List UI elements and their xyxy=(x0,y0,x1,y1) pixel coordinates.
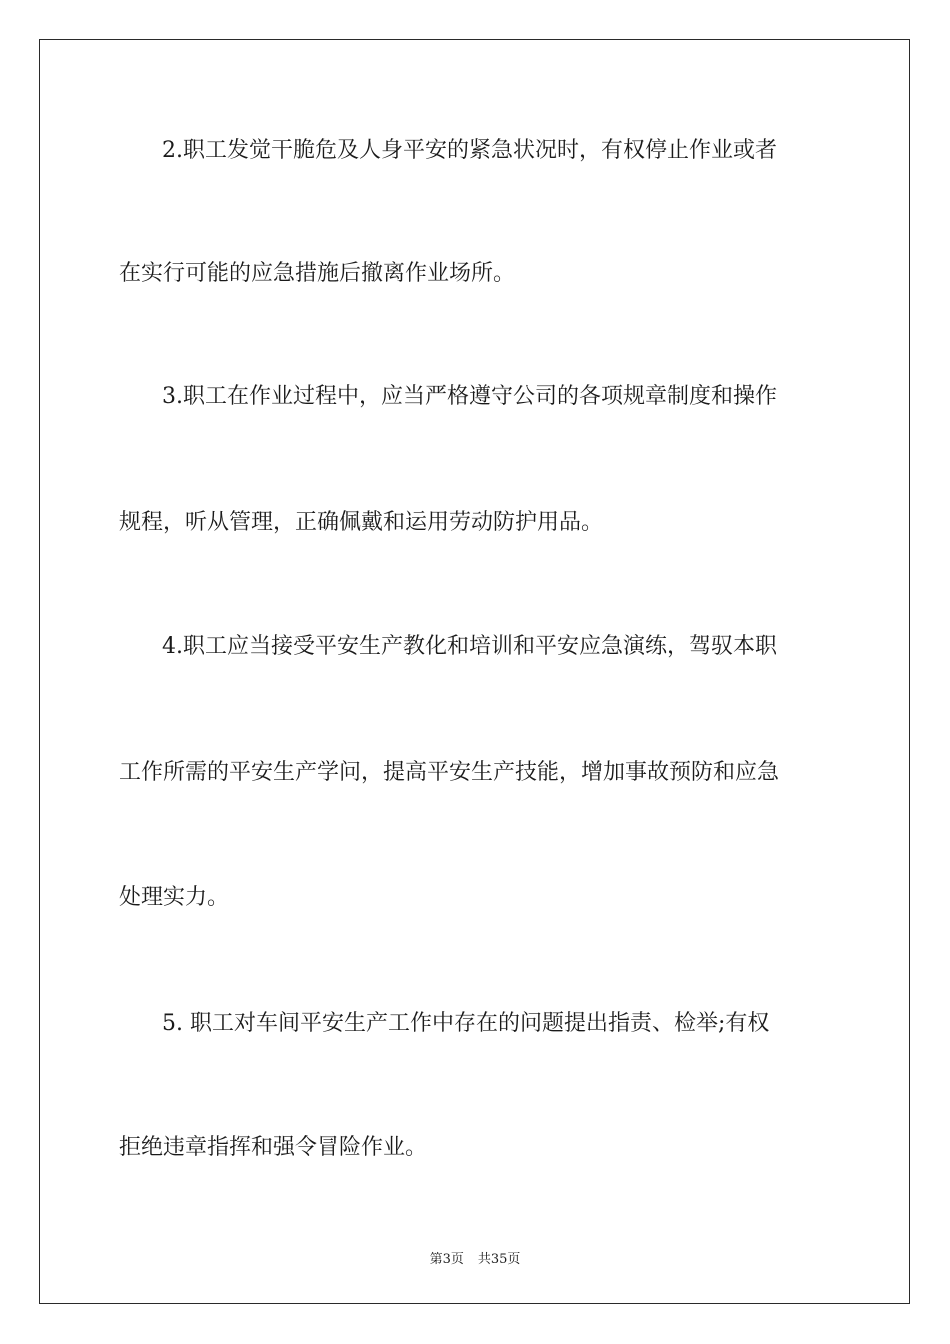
paragraph-3-line-1: 3.职工在作业过程中，应当严格遵守公司的各项规章制度和操作 xyxy=(162,384,777,409)
paragraph-3-line-2: 规程，听从管理，正确佩戴和运用劳动防护用品。 xyxy=(119,510,604,535)
paragraph-2-line-1: 2.职工发觉干脆危及人身平安的紧急状况时，有权停止作业或者 xyxy=(162,138,777,163)
page-number: 第3页 xyxy=(429,1252,464,1267)
page-footer xyxy=(0,1248,950,1267)
page-border xyxy=(39,39,910,1304)
paragraph-4-line-1: 4.职工应当接受平安生产教化和培训和平安应急演练，驾驭本职 xyxy=(162,634,777,659)
paragraph-4-line-3: 处理实力。 xyxy=(119,885,230,910)
paragraph-4-line-2: 工作所需的平安生产学问，提高平安生产技能，增加事故预防和应急 xyxy=(119,760,780,785)
paragraph-5-line-1: 5. 职工对车间平安生产工作中存在的问题提出指责、检举;有权 xyxy=(162,1011,770,1036)
paragraph-2-line-2: 在实行可能的应急措施后撤离作业场所。 xyxy=(119,261,516,286)
paragraph-5-line-2: 拒绝违章指挥和强令冒险作业。 xyxy=(119,1135,428,1160)
total-pages: 共35页 xyxy=(477,1252,521,1267)
